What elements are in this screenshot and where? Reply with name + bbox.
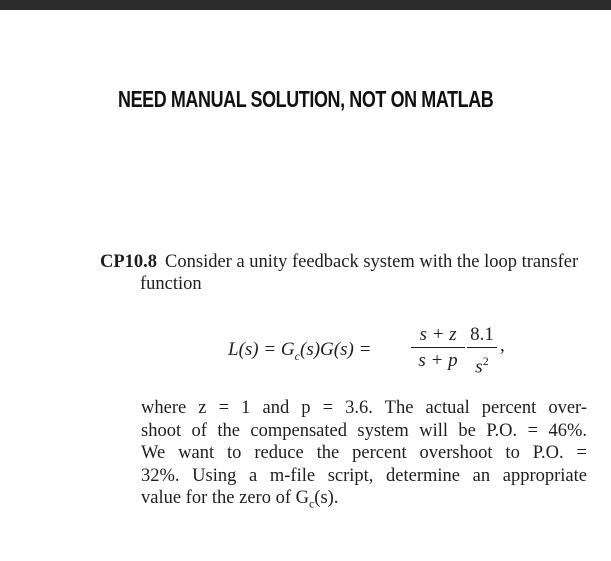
fraction-plant (467, 325, 497, 377)
body-line-5: value for the zero of $G_c(s)$. (141, 488, 339, 511)
body-line-3: We want to reduce the percent overshoot to P.O. = (141, 443, 587, 463)
problem-intro (100, 251, 590, 295)
equation-comma: , (500, 335, 505, 356)
frac1-numerator: s + z (419, 324, 457, 345)
request-heading: NEED MANUAL SOLUTION, NOT ON MATLAB (118, 86, 494, 112)
problem-id: CP10.8 (100, 252, 158, 272)
problem-body (141, 397, 587, 515)
body-line-1: where z = 1 and p = 3.6. The actual percent over- (141, 398, 587, 418)
problem-block (100, 251, 590, 295)
fraction-compensator (411, 325, 465, 371)
frac2-numerator: 8.1 (470, 324, 494, 345)
frac1-denominator: s + p (418, 350, 458, 371)
equation-lhs: $L(s) = G_c(s)G(s)$ = (228, 339, 372, 363)
top-border-bar (0, 0, 611, 10)
body-line-4: 32%. Using a m-file script, determine an appropriate (141, 465, 587, 486)
body-line-2: shoot of the compensated system will be P.O. = 46%. (141, 420, 587, 441)
frac2-denominator: $s^2$ (475, 354, 489, 378)
problem-intro-text: Consider a unity feedback system with the loop transfer function (140, 252, 579, 294)
